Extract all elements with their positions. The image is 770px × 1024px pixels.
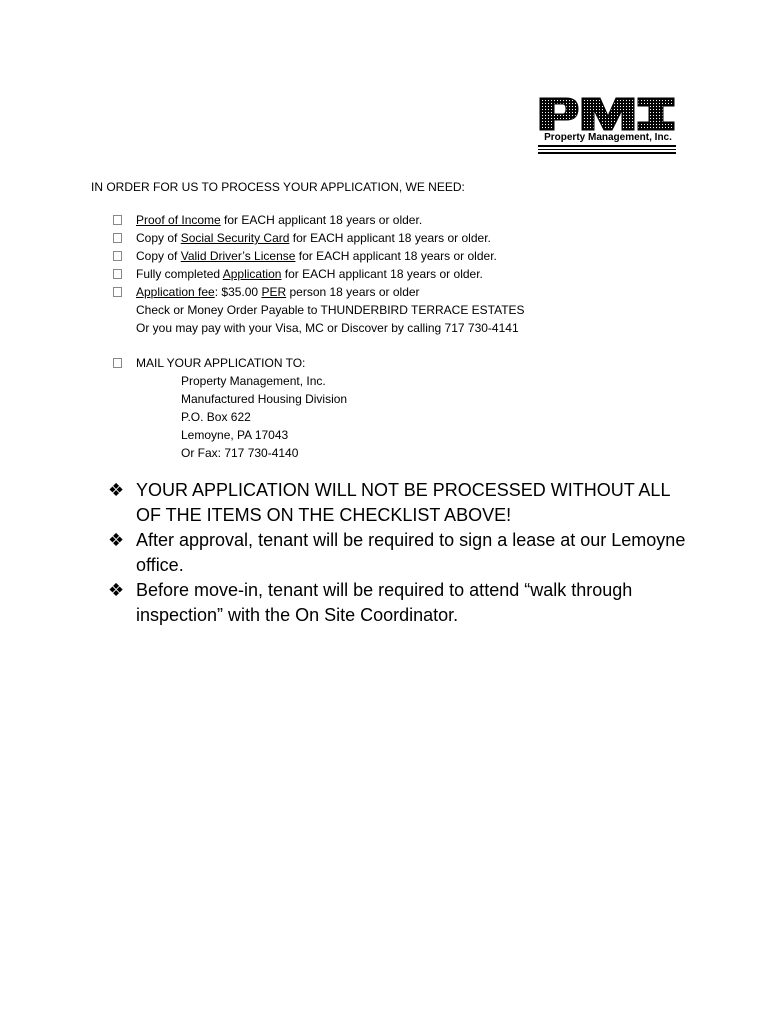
item-key: Valid Driver’s License: [180, 249, 296, 263]
checklist-item: [136, 265, 483, 283]
item-text: for EACH applicant 18 years or older.: [295, 249, 497, 263]
item-key: Social Security Card: [180, 231, 290, 245]
logo-divider: [538, 145, 676, 147]
address-line: Lemoyne, PA 17043: [181, 428, 289, 442]
address-line: Manufactured Housing Division: [181, 392, 348, 406]
checkbox[interactable]: [113, 287, 122, 297]
payable-line: Check or Money Order Payable to THUNDERBIRD TERRACE ESTATES: [136, 303, 525, 317]
checkbox[interactable]: [113, 269, 122, 279]
logo-divider: [538, 149, 676, 150]
item-text: for EACH applicant 18 years or older.: [289, 231, 491, 245]
note-item: After approval, tenant will be required to sign a lease at our Lemoyne office.: [136, 530, 686, 575]
address-line: P.O. Box 622: [181, 410, 251, 424]
item-text: for EACH applicant 18 years or older.: [220, 213, 423, 227]
item-text: Copy of: [136, 249, 181, 263]
company-logo: [538, 96, 678, 156]
payment-phone-line: Or you may pay with your Visa, MC or Discover by calling 717 730-4141: [136, 321, 519, 335]
checkbox[interactable]: [113, 233, 122, 243]
pmi-logo-mark: [538, 96, 678, 132]
item-text: for EACH applicant 18 years or older.: [281, 267, 483, 281]
checkbox[interactable]: [113, 251, 122, 261]
item-key: Application: [222, 267, 282, 281]
checkbox[interactable]: [113, 215, 122, 225]
checklist-item: [136, 247, 497, 265]
item-text: person 18 years or older: [286, 285, 420, 299]
diamond-bullet-icon: ❖: [108, 480, 125, 500]
item-text: Fully completed: [136, 267, 223, 281]
checklist-item: [136, 229, 491, 247]
item-key: PER: [261, 285, 287, 299]
diamond-bullet-icon: ❖: [108, 580, 125, 600]
note-item: YOUR APPLICATION WILL NOT BE PROCESSED WITHOUT ALL OF THE ITEMS ON THE CHECKLIST ABOVE!: [136, 480, 670, 525]
fax-line: Or Fax: 717 730-4140: [181, 446, 299, 460]
item-key: Application fee: [136, 285, 215, 299]
note-item: Before move-in, tenant will be required to attend “walk through inspection” with the On Site Coordinator.: [136, 580, 633, 625]
diamond-bullet-icon: ❖: [108, 530, 125, 550]
checklist-item: [136, 283, 420, 301]
logo-divider: [538, 152, 676, 154]
address-line: Property Management, Inc.: [181, 374, 326, 388]
checklist-item: [136, 211, 422, 229]
checkbox[interactable]: [113, 358, 122, 368]
intro-heading: IN ORDER FOR US TO PROCESS YOUR APPLICATION, WE NEED:: [91, 180, 465, 194]
item-text: : $35.00: [214, 285, 262, 299]
item-key: Proof of Income: [136, 213, 221, 227]
mail-heading: MAIL YOUR APPLICATION TO:: [136, 356, 306, 370]
item-text: Copy of: [136, 231, 181, 245]
logo-subtitle: Property Management, Inc.: [544, 132, 672, 143]
